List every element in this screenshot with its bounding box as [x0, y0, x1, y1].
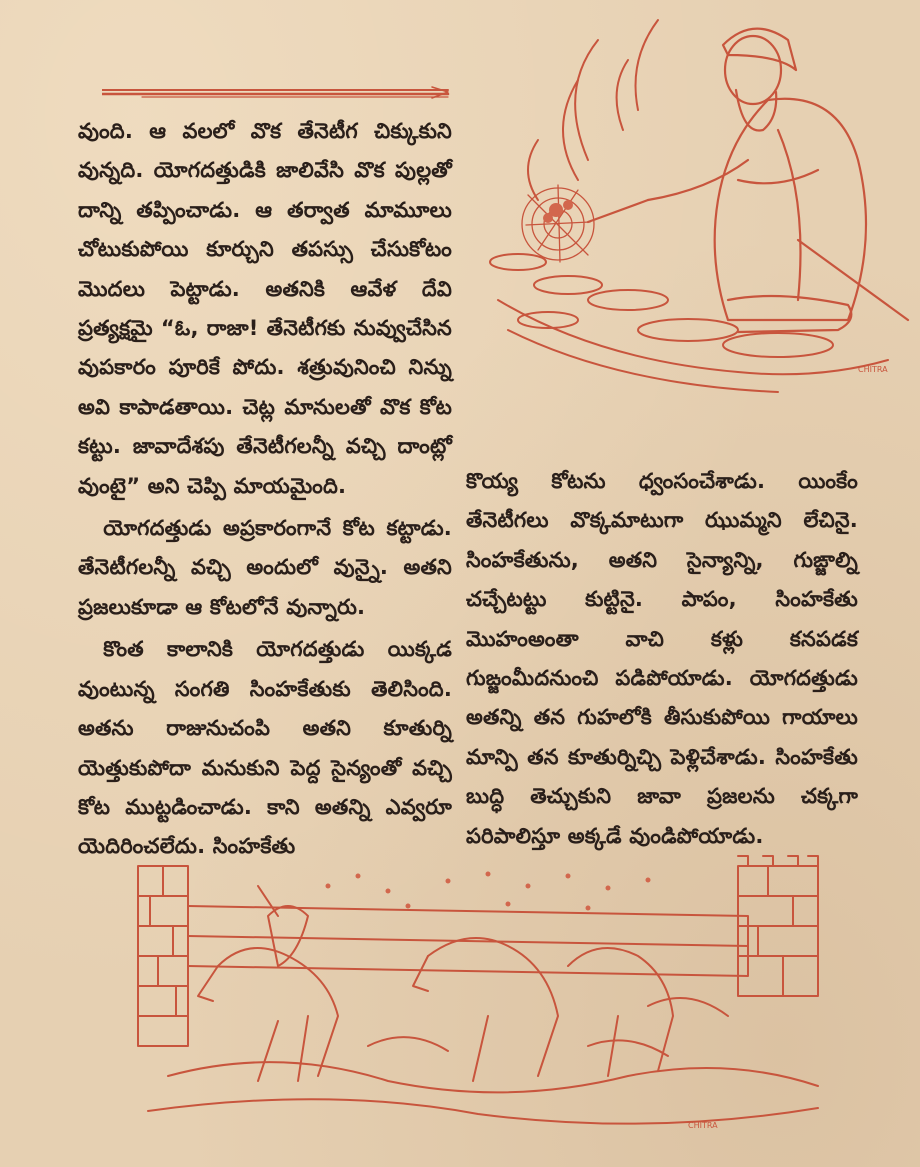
svg-text:CHITRA: CHITRA: [688, 1121, 718, 1130]
decorative-rule: [102, 86, 450, 100]
paragraph: కొంత కాలానికి యోగదత్తుడు యిక్కడ వుంటున్న సంగతి సింహకేతుకు తెలిసింది. అతను రాజునుచంపి అతని కూతుర్ని యెత్తుకుపోదా మనుకుని పెద్ద సైన్యంతో వచ్చి కోట ముట్టడించాడు. కాని అతన్ని ఎవ్వరూ యెదిరించలేదు. సింహకేతు: [78, 637, 452, 859]
svg-text:CHITRA: CHITRA: [858, 365, 888, 374]
paragraph: వుంది. ఆ వలలో వొక తేనెటీగ చిక్కుకుని వున్నది. యోగదత్తుడికి జాలివేసి వొక పుల్లతో దాన్ని తప్పించాడు. ఆ తర్వాత మామూలు చోటుకుపోయి కూర్చుని తపస్సు చేసుకోటం మొదలు పెట్టాడు. అతనికి ఆవేళ దేవి ప్రత్యక్షమై “ఓ, రాజా! తేనెటీగకు నువ్వుచేసిన వుపకారం పూరికే పోదు. శత్రువునించి నిన్ను అవి కాపాడతాయి. చెట్ల మానులతో వొక కోట కట్టు. జావాదేశపు తేనెటీగలన్నీ వచ్చి దాంట్లో వుంటై” అని చెప్పి మాయమైంది.: [78, 119, 452, 498]
right-text-column: [466, 462, 858, 856]
hermit-sage-with-bees-icon: [478, 0, 918, 400]
left-text-column: [78, 112, 452, 867]
paragraph: యోగదత్తుడు అప్రకారంగానే కోట కట్టాడు. తేనెటీగలన్నీ వచ్చి అందులో వున్నై. అతని ప్రజలుకూడా ఆ కోటలోనే వున్నారు.: [78, 516, 452, 619]
army-attacked-by-bees-at-fort-icon: [128, 846, 828, 1132]
paragraph: కొయ్య కోటను ధ్వంసంచేశాడు. యింకేం తేనెటీగలు వొక్కమాటుగా ఝుమ్మని లేచినై. సింహకేతును, అతని సైన్యాన్ని, గుఙ్జాల్ని చచ్చేటట్టు కుట్టినై. పాపం, సింహకేతు మొహంఅంతా వాచి కళ్లు కనపడక గుఙ్జంమీదనుంచి పడిపోయాడు. యోగదత్తుడు అతన్ని తన గుహలోకి తీసుకుపోయి గాయాలు మాన్పి తన కూతుర్నిచ్చి పెళ్లిచేశాడు. సింహకేతు బుద్ధి తెచ్చుకుని జావా ప్రజలను చక్కగా పరిపాలిస్తూ అక్కడే వుండిపోయాడు.: [466, 469, 858, 848]
